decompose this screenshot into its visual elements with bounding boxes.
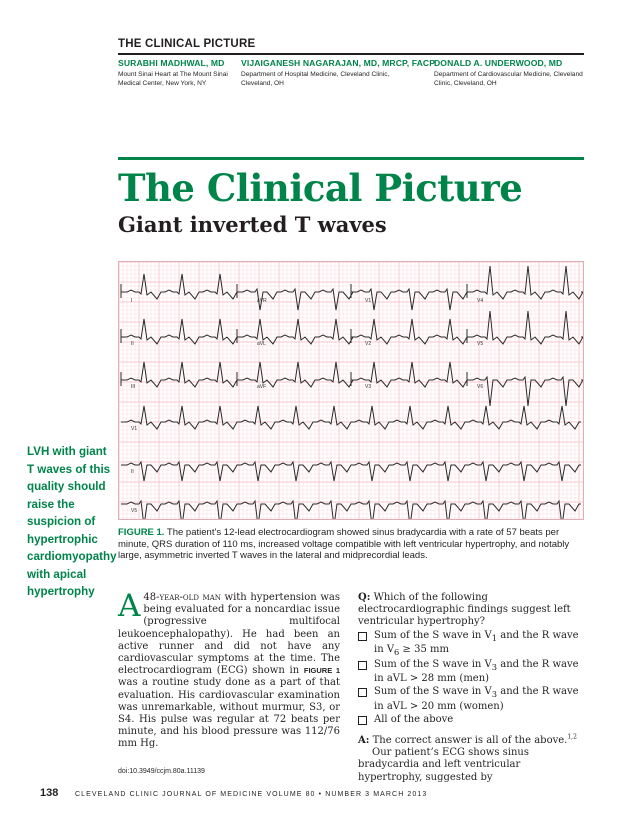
author-2 [241, 58, 436, 88]
answer-text: The correct answer is all of the above. [369, 735, 568, 747]
author-name: SURABHI MADHWAL, MD [118, 58, 225, 68]
option[interactable] [358, 630, 584, 658]
lead-label: II [131, 341, 134, 347]
lead-label: V5 [131, 508, 138, 514]
checkbox-icon[interactable] [358, 688, 367, 697]
lead-label: I [131, 298, 133, 304]
option-text: All of the above [374, 713, 454, 725]
option-text: and the R wave in aVL > 20 mm (women) [374, 686, 579, 712]
body-text: was a routine study done as a part of that evaluation. His cardiovascular examination was unremarkable, without murmur, S3, or S4. His pulse was regular at 72 beats per minute, and his blood pressure was 112/76 mm Hg. [118, 677, 340, 750]
option[interactable] [358, 714, 584, 726]
lead-label: aVL [257, 341, 266, 347]
caption-text: The patient’s 12-lead electrocardiogram showed sinus bradycardia with a rate of 57 beats per minute, QRS duration of 110 ms, increased voltage compatible with left ventricular hypertrophy, and notably large, asymmetric inverted T waves in the lateral and midprecordial leads. [118, 527, 570, 561]
ecg-trace [467, 311, 583, 344]
option-text: and the R wave in V [374, 629, 579, 655]
figure-label: FIGURE 1. [118, 527, 165, 538]
body-text: with hypertension was being evaluated for a noncardiac issue (progressive multifocal leukoencephalopathy). He had been an active runner and did not have any cardiovascular symptoms at the time. The electrocardiogram (ECG) shown in [118, 592, 340, 677]
checkbox-icon[interactable] [358, 632, 367, 641]
author-3 [434, 58, 584, 88]
option-text: Sum of the S wave in V [374, 686, 492, 698]
lead-label: V4 [477, 298, 484, 304]
journal-footer: CLEVELAND CLINIC JOURNAL OF MEDICINE VOLUME 80 • NUMBER 3 MARCH 2013 [75, 791, 428, 798]
lead-label: aVR [257, 298, 267, 304]
author-affiliation: Mount Sinai Heart at The Mount Sinai Medical Center, New York, NY [118, 71, 228, 87]
lead-label: II [131, 469, 134, 475]
title-rule [118, 157, 584, 160]
option-text: and the R wave in aVL > 28 mm (men) [374, 659, 579, 685]
lead-label: V2 [365, 341, 372, 347]
answer-label: A: [358, 735, 370, 747]
option-text: ≥ 35 mm [399, 643, 449, 655]
page-number: 138 [40, 787, 59, 799]
reference-superscript: 1,2 [567, 733, 577, 741]
lead-label: V6 [477, 384, 484, 390]
body-column-left [118, 588, 340, 751]
option-text: Sum of the S wave in V [374, 659, 492, 671]
checkbox-icon[interactable] [358, 716, 367, 725]
answer [358, 735, 584, 747]
answer-paragraph: Our patient’s ECG shows sinus bradycardia and left ventricular hypertrophy, suggested by [358, 747, 529, 783]
lead-label: V1 [131, 426, 138, 432]
option-subscript: 1 [491, 632, 498, 643]
page-title: The Clinical Picture [118, 166, 523, 210]
section-rule [118, 53, 584, 55]
article-subtitle: Giant inverted T waves [118, 212, 387, 237]
ecg-tracing [119, 262, 583, 519]
ecg-figure [118, 261, 584, 520]
author-1 [118, 58, 236, 88]
pull-quote: LVH with giant T waves of this quality should raise the suspicion of hypertrophic cardiomyopathy with apical hypertrophy [27, 445, 117, 598]
lead-label: aVF [257, 384, 267, 390]
body-column-right [358, 592, 584, 784]
lead-label: V3 [365, 384, 372, 390]
figure-caption [118, 527, 584, 562]
option-subscript: 6 [394, 646, 400, 657]
option[interactable] [358, 659, 584, 685]
option[interactable] [358, 686, 584, 712]
doi: doi:10.3949/ccjm.80a.11139 [118, 768, 205, 775]
option-subscript: 3 [491, 662, 498, 673]
checkbox-icon[interactable] [358, 661, 367, 670]
lead-label: V5 [477, 341, 484, 347]
question-text: Which of the following electrocardiographic findings suggest left ventricular hypertrophy? [358, 592, 571, 628]
lead-label: V1 [365, 298, 372, 304]
figure-reference: FIGURE 1 [303, 666, 340, 676]
question-label: Q: [358, 592, 371, 603]
drop-cap: A [118, 588, 141, 624]
lead-label: III [131, 384, 136, 390]
option-text: Sum of the S wave in V [374, 629, 492, 641]
author-affiliation: Department of Cardiovascular Medicine, Cleveland Clinic, Cleveland, OH [434, 71, 583, 87]
option-subscript: 3 [491, 689, 498, 700]
question [358, 592, 584, 629]
author-name: VIJAIGANESH NAGARAJAN, MD, MRCP, FACP [241, 58, 436, 68]
lead-in: 48-year-old man [143, 592, 221, 603]
section-heading: THE CLINICAL PICTURE [118, 38, 256, 50]
author-affiliation: Department of Hospital Medicine, Cleveland Clinic, Cleveland, OH [241, 71, 390, 87]
author-name: DONALD A. UNDERWOOD, MD [434, 58, 563, 68]
